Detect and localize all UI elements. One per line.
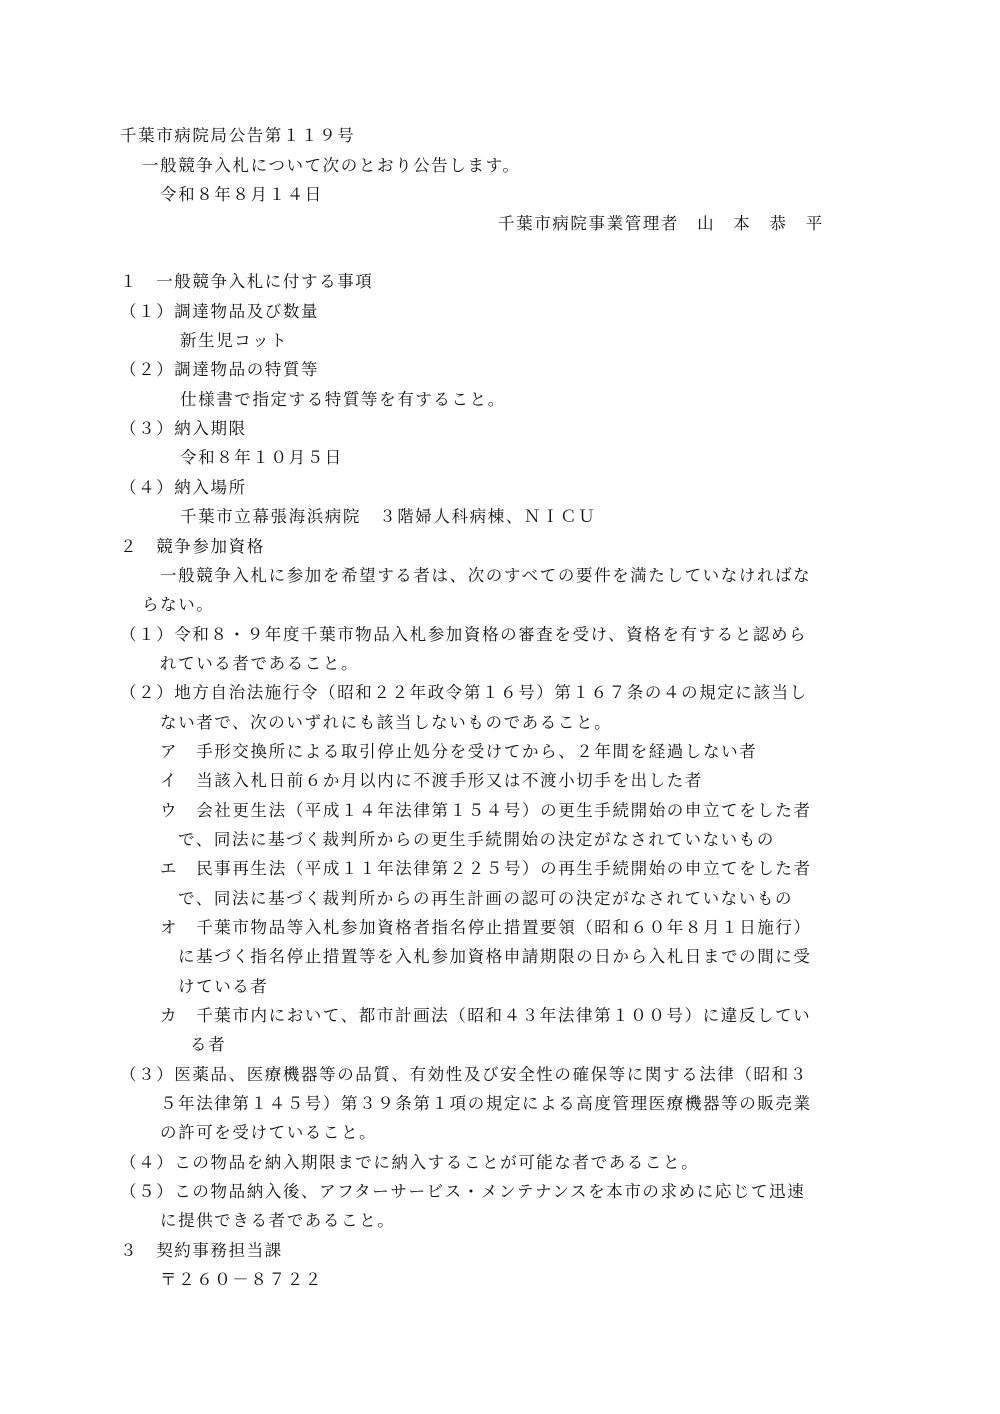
section2-sub-ka-line2: る者 <box>190 1035 227 1054</box>
section2-req4: （４）この物品を納入期限までに納入することが可能な者であること。 <box>120 1153 700 1172</box>
section2-req1-line1: （１）令和８・９年度千葉市物品入札参加資格の審査を受け、資格を有すると認めら <box>120 625 808 644</box>
section1-heading: １ 一般競争入札に付する事項 <box>120 272 374 291</box>
section2-req1-line2: れている者であること。 <box>160 654 360 673</box>
section1-item1-label: （１）調達物品及び数量 <box>120 302 320 321</box>
section1-item4-label: （４）納入場所 <box>120 478 247 497</box>
section2-req5-line2: に提供できる者であること。 <box>160 1211 396 1230</box>
section2-sub-ka-line1: カ 千葉市内において、都市計画法（昭和４３年法律第１００号）に違反してい <box>160 1006 812 1025</box>
section3-postal: 〒２６０－８７２２ <box>160 1270 323 1289</box>
section2-sub-i: イ 当該入札日前６か月以内に不渡手形又は不渡小切手を出した者 <box>160 771 703 790</box>
section2-sub-e-line1: エ 民事再生法（平成１１年法律第２２５号）の再生手続開始の申立てをした者 <box>160 859 812 878</box>
section1-item1-value: 新生児コット <box>180 331 289 350</box>
section2-sub-e-line2: で、同法に基づく裁判所からの再生計画の認可の決定がなされていないもの <box>178 889 794 908</box>
notice-issuer: 千葉市病院事業管理者 山 本 恭 平 <box>498 214 824 233</box>
section1-item2-label: （２）調達物品の特質等 <box>120 360 320 379</box>
section2-sub-o-line3: けている者 <box>178 977 269 996</box>
section2-intro-line1: 一般競争入札に参加を希望する者は、次のすべての要件を満たしていなければな <box>160 566 812 585</box>
section2-req2-line2: ない者で、次のいずれにも該当しないものであること。 <box>160 713 613 732</box>
section1-item2-value: 仕様書で指定する特質等を有すること。 <box>180 390 506 409</box>
section2-sub-o-line2: に基づく指名停止措置等を入札参加資格申請期限の日から入札日までの間に受 <box>178 947 812 966</box>
section2-req3-line1: （３）医薬品、医療機器等の品質、有効性及び安全性の確保等に関する法律（昭和３ <box>120 1065 808 1084</box>
section1-item4-value: 千葉市立幕張海浜病院 ３階婦人科病棟、ＮＩＣＵ <box>180 507 597 526</box>
section2-req2-line1: （２）地方自治法施行令（昭和２２年政令第１６号）第１６７条の４の規定に該当し <box>120 683 808 702</box>
section2-req3-line3: の許可を受けていること。 <box>160 1123 378 1142</box>
section2-req3-line2: ５年法律第１４５号）第３９条第１項の規定による高度管理医療機器等の販売業 <box>160 1094 812 1113</box>
section2-sub-o-line1: オ 千葉市物品等入札参加資格者指名停止措置要領（昭和６０年８月１日施行） <box>160 918 812 937</box>
section1-item3-label: （３）納入期限 <box>120 419 247 438</box>
notice-intro: 一般競争入札について次のとおり公告します。 <box>142 156 521 175</box>
section1-item3-value: 令和８年１０月５日 <box>180 448 343 467</box>
notice-number: 千葉市病院局公告第１１９号 <box>120 126 356 145</box>
section3-heading: ３ 契約事務担当課 <box>120 1241 283 1260</box>
section2-sub-u-line1: ウ 会社更生法（平成１４年法律第１５４号）の更生手続開始の申立てをした者 <box>160 801 812 820</box>
section2-req5-line1: （５）この物品納入後、アフターサービス・メンテナンスを本市の求めに応じて迅速 <box>120 1182 806 1201</box>
section2-sub-a: ア 手形交換所による取引停止処分を受けてから、２年間を経過しない者 <box>160 742 758 761</box>
section2-intro-line2: らない。 <box>142 595 215 614</box>
section2-heading: ２ 競争参加資格 <box>120 537 265 556</box>
section2-sub-u-line2: で、同法に基づく裁判所からの更生手続開始の決定がなされていないもの <box>178 830 775 849</box>
notice-date: 令和８年８月１４日 <box>160 185 323 204</box>
